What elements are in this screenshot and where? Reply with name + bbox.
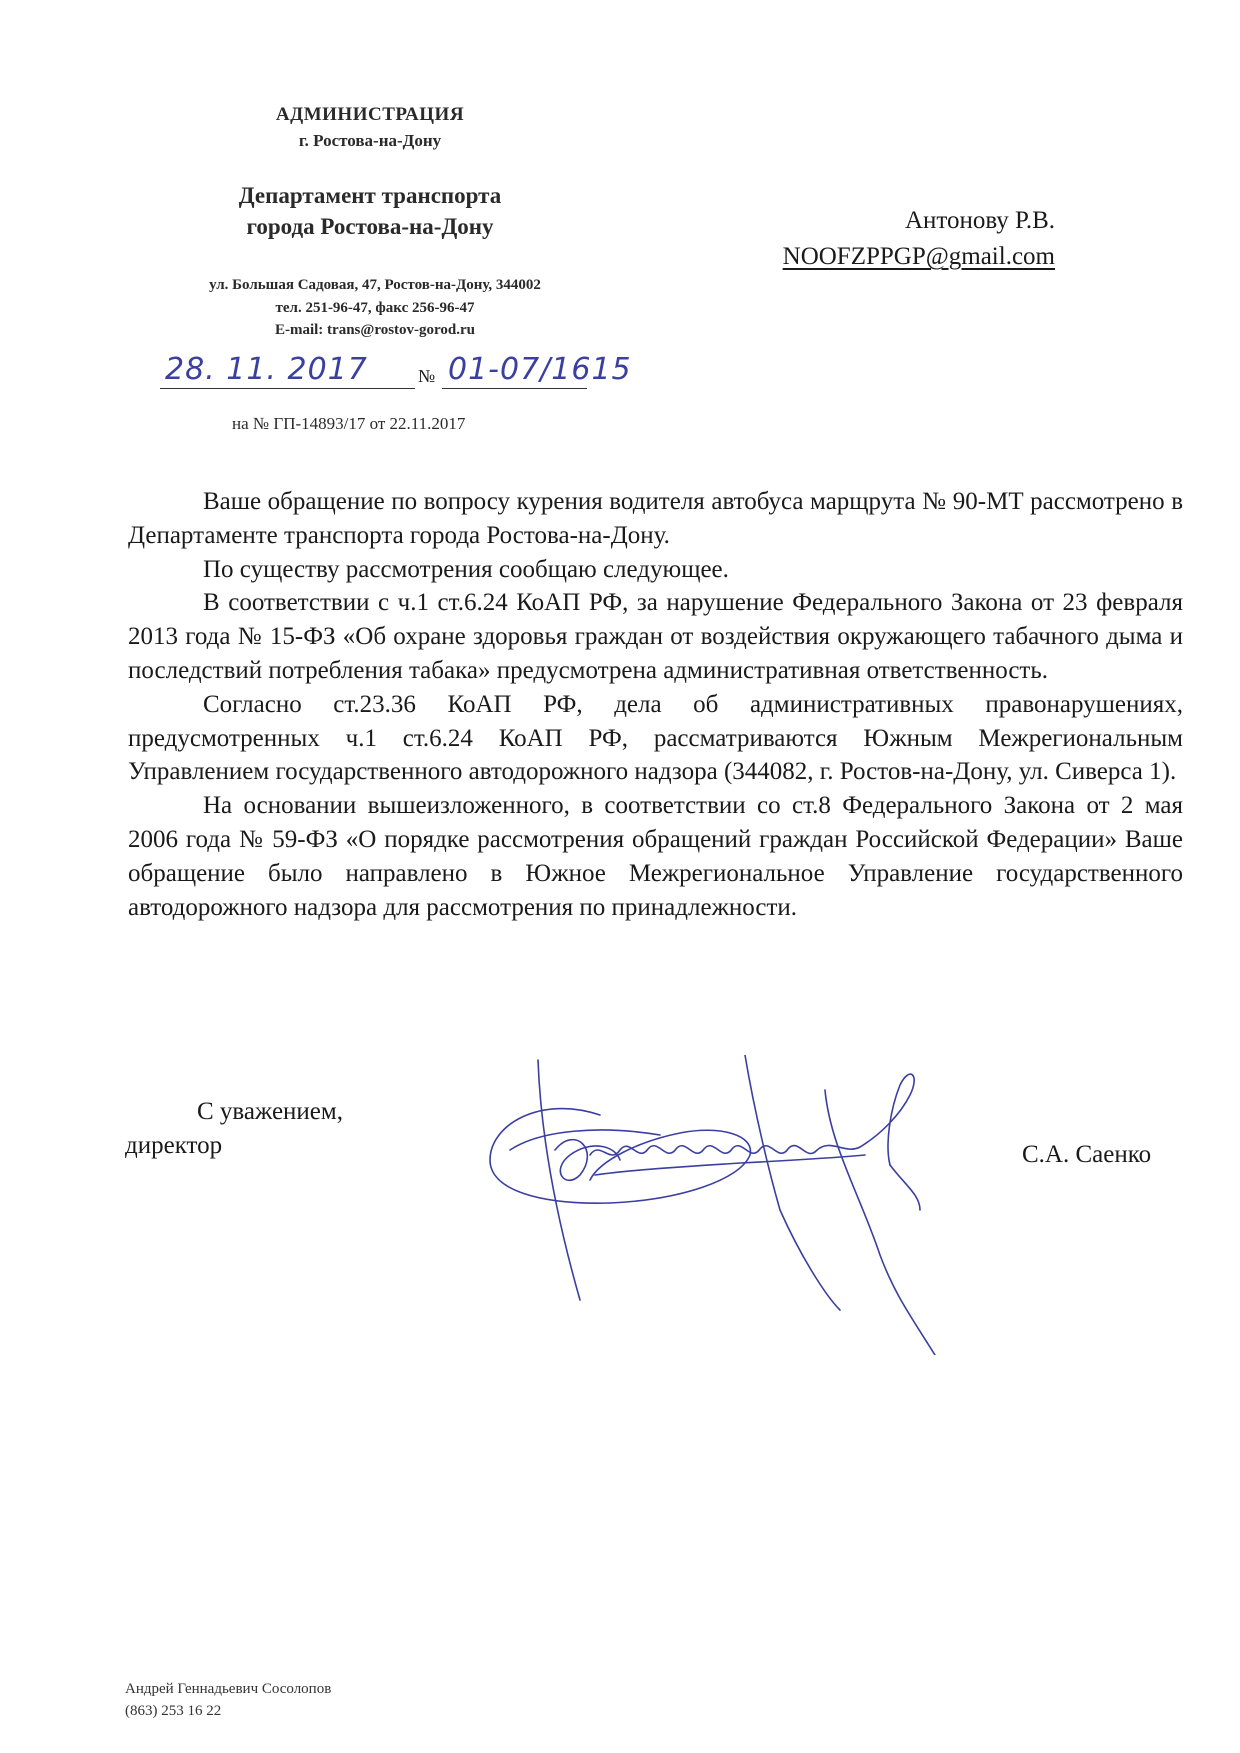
registration-date: 28. 11. 2017	[165, 352, 368, 387]
registration-reference: на № ГП-14893/17 от 22.11.2017	[232, 414, 466, 433]
signer-name: С.А. Саенко	[1022, 1141, 1152, 1168]
letterhead-address: ул. Большая Садовая, 47, Ростов-на-Дону, 344002	[209, 277, 541, 293]
closing-regards: С уважением,	[197, 1098, 343, 1125]
registration-number: 01-07/1615	[448, 352, 632, 387]
body-paragraph: На основании вышеизложенного, в соответствии со ст.8 Федерального Закона от 2 мая 2006 года № 59-ФЗ «О порядке рассмотрения обращений граждан Российской Федерации» Ваше обращение было направлено в Южное Межрегиональное Управление государственного автодорожного надзора для рассмотрения по принадлежности.	[128, 792, 1183, 921]
letterhead-administration: АДМИНИСТРАЦИЯ	[275, 104, 465, 125]
letterhead-email: E-mail: trans@rostov-gorod.ru	[274, 322, 476, 338]
recipient-email: NOOFZPPGP@gmail.com	[782, 243, 1055, 270]
registration-number-underline	[442, 388, 587, 389]
body-paragraph: По существу рассмотрения сообщаю следующее.	[203, 555, 729, 583]
body-paragraph: Согласно ст.23.36 КоАП РФ, дела об административных правонарушениях, предусмотренных ч.1 ст.6.24 КоАП РФ, рассматриваются Южным Межрегиональным Управлением государственного автодорожного надзора (344082, г. Ростов-на-Дону, ул. Сиверса 1).	[128, 690, 1183, 786]
recipient-name: Антонову Р.В.	[904, 207, 1055, 234]
letterhead-city: г. Ростова-на-Дону	[298, 131, 442, 150]
registration-number-label: №	[418, 366, 436, 386]
letterhead-department-line2: города Ростова-на-Дону	[246, 214, 494, 239]
registration-date-underline	[160, 388, 415, 389]
signature-image	[480, 1055, 1040, 1355]
letterhead-phone-fax: тел. 251-96-47, факс 256-96-47	[275, 300, 475, 316]
body-paragraph: В соответствии с ч.1 ст.6.24 КоАП РФ, за нарушение Федерального Закона от 23 февраля 2013 года № 15-ФЗ «Об охране здоровья граждан от воздействия окружающего табачного дыма и последствий потребления табака» предусмотрена административная ответственность.	[128, 589, 1183, 684]
executor-name: Андрей Геннадьевич Сосолопов	[125, 1681, 332, 1697]
closing-position: директор	[125, 1132, 223, 1159]
letterhead-department-line1: Департамент транспорта	[238, 183, 502, 208]
body-paragraph: Ваше обращение по вопросу курения водителя автобуса марщрута № 90-МТ рассмотрено в Департаменте транспорта города Ростова-на-Дону.	[128, 488, 1183, 549]
letter-body	[128, 485, 1183, 924]
executor-phone: (863) 253 16 22	[125, 1703, 222, 1719]
